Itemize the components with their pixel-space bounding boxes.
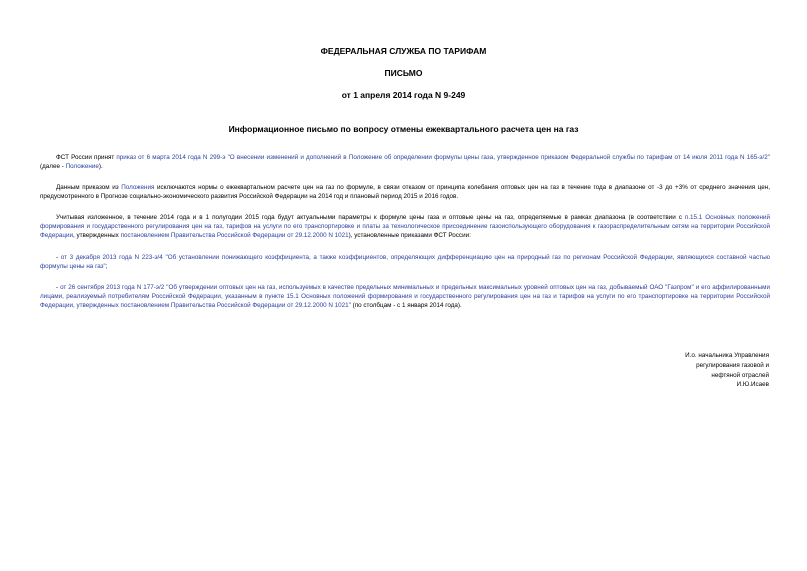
paragraph-1-text-b: (далее - <box>40 163 66 171</box>
signature-position-line-1: И.о. начальника Управления <box>685 352 769 359</box>
paragraph-1-text-a: ФСТ России принят <box>56 154 117 161</box>
paragraph-1 <box>40 153 770 171</box>
paragraph-2-text-a: Данным приказом из <box>56 184 122 191</box>
order-299-link[interactable]: приказ от 6 марта 2014 года N 299-э "О внесении изменений и дополнений в Положение об определении формулы цены газа, утвержденное приказом Федеральной службы по тарифам от 14 июля 2011 года N 165-э/2" <box>116 154 770 161</box>
regulation-link[interactable]: Положение <box>65 163 99 171</box>
paragraph-4-text-b: ; <box>105 263 108 271</box>
paragraph-4-text-a: - <box>56 254 61 261</box>
order-177-link[interactable]: от 26 сентября 2013 года N 177-э/2 "Об утверждении оптовых цен на газ, используемых в качестве предельных минимальных и предельных максимальных уровней оптовых цен на газ, добываемый ОАО "Газпром" и его аффилированными лицами, реализуемый потребителям Российской Федерации, указанным в пункте 15.1 Основных положений формирования и государственного регулирования цен на газ и тарифов на услуги по его транспортировке на территории Российской Федерации, утвержденных постановлением Правительства Российской Федерации от 29.12.2000 N 1021" <box>40 284 770 310</box>
document-type: ПИСЬМО <box>384 68 423 78</box>
agency-title: ФЕДЕРАЛЬНАЯ СЛУЖБА ПО ТАРИФАМ <box>320 46 487 56</box>
paragraph-3-text-c: ), установленные приказами ФСТ России: <box>348 232 471 240</box>
government-decree-link[interactable]: постановлением Правительства Российской Федерации от 29.12.2000 N 1021 <box>120 232 349 240</box>
paragraph-2-text-b: исключаются нормы о ежеквартальном расчете цен на газ по формуле, в связи отказом от принципа колебания оптовых цен на газ в течение года в диапазоне от -3 до +3% от среднего значения цен, предусмотренного в Прогнозе социально-экономического развития Российской Федерации на 2014 год и плановый период 2015 и 2016 годов. <box>40 184 771 201</box>
paragraph-5 <box>40 283 770 311</box>
basic-provisions-link[interactable]: п.15.1 Основных положений формирования и государственного регулирования цен на газ, тарифов на услуги по его транспортировке и платы за технологическое присоединение газоиспользующего оборудования к газораспределительным сетям на территории Российской Федерации <box>40 214 770 240</box>
paragraph-3-text-a: Учитывая изложенное, в течение 2014 года и в 1 полугодии 2015 года будут актуальными параметры к формуле цены газа и оптовые цены на газ, определяемые в рамках диапазона (в соответствии с <box>56 214 685 221</box>
regulation-link-2[interactable]: Положения <box>121 184 155 191</box>
signature-block <box>685 351 769 390</box>
paragraph-4 <box>40 253 770 271</box>
signature-name: И.Ю.Исаев <box>736 381 769 389</box>
signature-position-line-2: регулирования газовой и <box>696 361 769 369</box>
paragraph-5-text-a: - <box>56 284 61 291</box>
document-date-number: от 1 апреля 2014 года N 9-249 <box>341 90 466 100</box>
paragraph-3 <box>40 213 770 241</box>
paragraph-2 <box>40 183 770 201</box>
document-subject: Информационное письмо по вопросу отмены ежеквартального расчета цен на газ <box>228 124 579 134</box>
order-223-link[interactable]: от 3 декабря 2013 года N 223-э/4 "Об установлении понижающего коэффициента, а также коэффициентов, определяющих дифференциацию цен на природный газ по регионам Российской Федерации, являющихся составной частью формулы цены на газ" <box>40 254 770 271</box>
paragraph-5-text-b: (по столбцам - с 1 января 2014 года). <box>350 302 462 310</box>
signature-position-line-3: нефтяной отраслей <box>711 371 769 379</box>
paragraph-1-text-c: ). <box>98 163 103 171</box>
paragraph-3-text-b: , утвержденных <box>72 232 121 240</box>
